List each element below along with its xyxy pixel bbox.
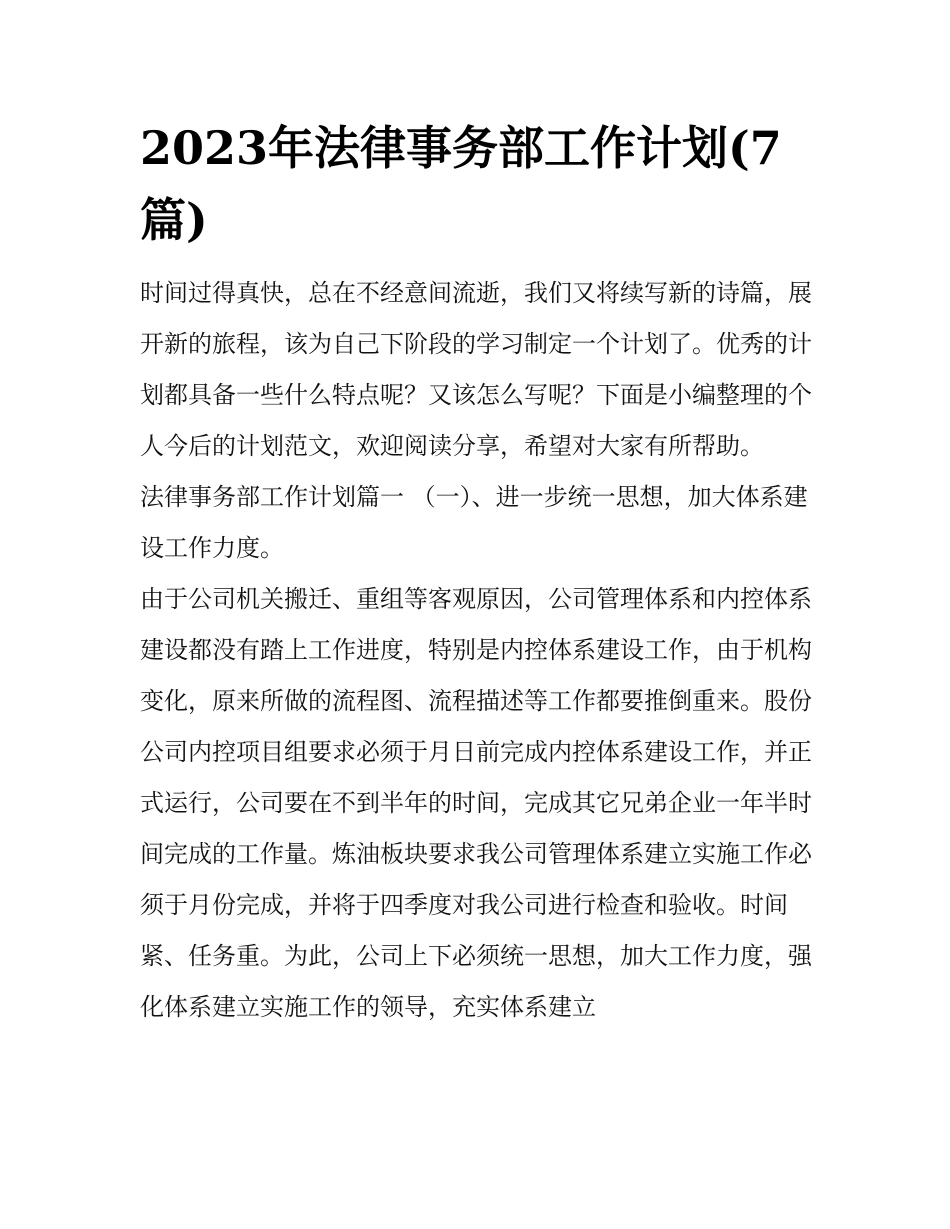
document-title: 2023年法律事务部工作计划(7篇)	[140, 121, 782, 247]
paragraph-section-one-body: 由于公司机关搬迁、重组等客观原因，公司管理体系和内控体系建设都没有踏上工作进度，特别是内控体系建设工作，由于机构变化，原来所做的流程图、流程描述等工作都要推倒重来。股份公司内控项目组要求必须于月日前完成内控体系建设工作，并正式运行，公司要在不到半年的时间，完成其它兄弟企业一年半时间完成的工作量。炼油板块要求我公司管理体系建立实施工作必须于月份完成，并将于四季度对我公司进行检查和验收。时间紧、任务重。为此，公司上下必须统一思想，加大工作力度，强化体系建立实施工作的领导，充实体系建立	[140, 585, 812, 1021]
document-body	[140, 112, 812, 1033]
paragraph-intro: 时间过得真快，总在不经意间流逝，我们又将续写新的诗篇，展开新的旅程，该为自己下阶段的学习制定一个计划了。优秀的计划都具备一些什么特点呢？又该怎么写呢？下面是小编整理的个人今后的计划范文，欢迎阅读分享，希望对大家有所帮助。	[140, 279, 812, 460]
paragraph-section-one-heading: 法律事务部工作计划篇一 （一）、进一步统一思想，加大体系建设工作力度。	[140, 483, 808, 562]
